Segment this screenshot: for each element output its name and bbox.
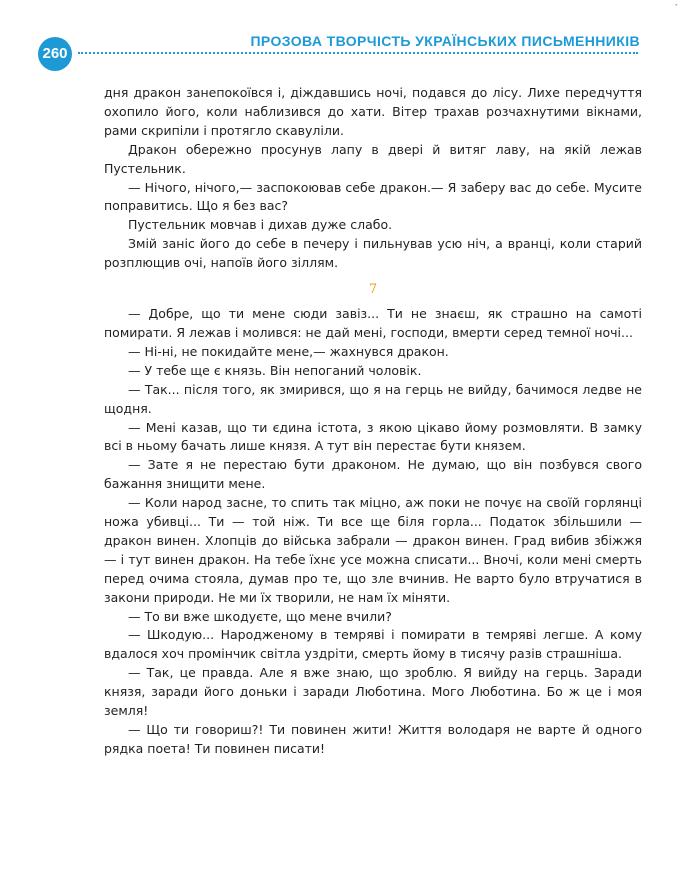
section-number: 7: [368, 282, 378, 298]
paragraph: — Так... після того, як змирився, що я на герць не вийду, бачимося ледве не щодня.: [104, 381, 642, 416]
paragraph: — Нічого, нічого,— заспокоював себе дракон.— Я заберу вас до себе. Мусите поправитись. Що я без вас?: [104, 179, 642, 214]
paragraph: — То ви вже шкодуєте, що мене вчили?: [128, 608, 392, 624]
paragraph: Пустельник мовчав і дихав дуже слабо.: [128, 217, 393, 233]
page-number: 260: [42, 45, 68, 62]
paragraph: Дракон обережно просунув лапу в двері й витяг лаву, на якій лежав Пустельник.: [104, 141, 642, 176]
paragraph: — У тебе ще є князь. Він непоганий чоловік.: [128, 362, 422, 378]
paragraph: — Шкодую... Народженому в темряві і помирати в темряві легше. А кому вдалося хоч промінчик світла уздріти, смерть йому в тисячу разів страшніша.: [104, 627, 642, 662]
paragraph: — Добре, що ти мене сюди завіз... Ти не знаєш, як страшно на самоті помирати. Я лежав і молився: не дай мені, господи, вмерти серед темної ночі...: [104, 306, 642, 340]
header-dotted-line: [78, 52, 638, 54]
paragraph: — Так, це правда. Але я вже знаю, що зроблю. Я вийду на герць. Заради князя, заради його доньки і заради Люботина. Мого Люботина. Бо ж це і моя земля!: [104, 665, 642, 719]
page-number-badge: [38, 37, 72, 71]
paragraph: — Мені казав, що ти єдина істота, з якою цікаво йому розмовляти. В замку всі в ньому бачать лише князя. А тут він перестає бути князем.: [104, 419, 642, 454]
paragraph: — Коли народ засне, то спить так міцно, аж поки не почує на своїй горлянці ножа убивці... Ти — той ніж. Ти все ще біля горла... Податок збільшили — дракон винен. Хлопців до війська забрали — дракон винен. Град вибив збіжжя — і тут винен дракон. На тебе їхнє усе можна списати... Вночі, коли мені смерть перед очима стояла, думав про те, що зле вчинив. Не варто було втручатися в закони природи. Не ми їх творили, не нам їх міняти.: [104, 495, 642, 605]
body-text: [104, 84, 642, 759]
paragraph: — Що ти говориш?! Ти повинен жити! Життя володаря не варте й одного рядка поета! Ти повинен писати!: [104, 722, 642, 756]
paragraph: — Ні-ні, не покидайте мене,— жахнувся дракон.: [128, 343, 449, 359]
corner-logo-icon: ◔: [674, 3, 678, 9]
paragraph: дня дракон занепокоївся і, діждавшись ночі, подався до лісу. Лихе передчуття охопило його, коли наблизився до хати. Вітер трахав розчахнутими вікнами, рами скрипіли і протягло скавуліли.: [104, 85, 642, 138]
paragraph: — Зате я не перестаю бути драконом. Не думаю, що він позбувся свого бажання знищити мене.: [104, 457, 642, 492]
paragraph: Змій заніс його до себе в печеру і пильнував усю ніч, а вранці, коли старий розплющив очі, напоїв його зіллям.: [104, 236, 642, 271]
running-head: ПРОЗОВА ТВОРЧІСТЬ УКРАЇНСЬКИХ ПИСЬМЕННИКІВ: [250, 33, 640, 49]
